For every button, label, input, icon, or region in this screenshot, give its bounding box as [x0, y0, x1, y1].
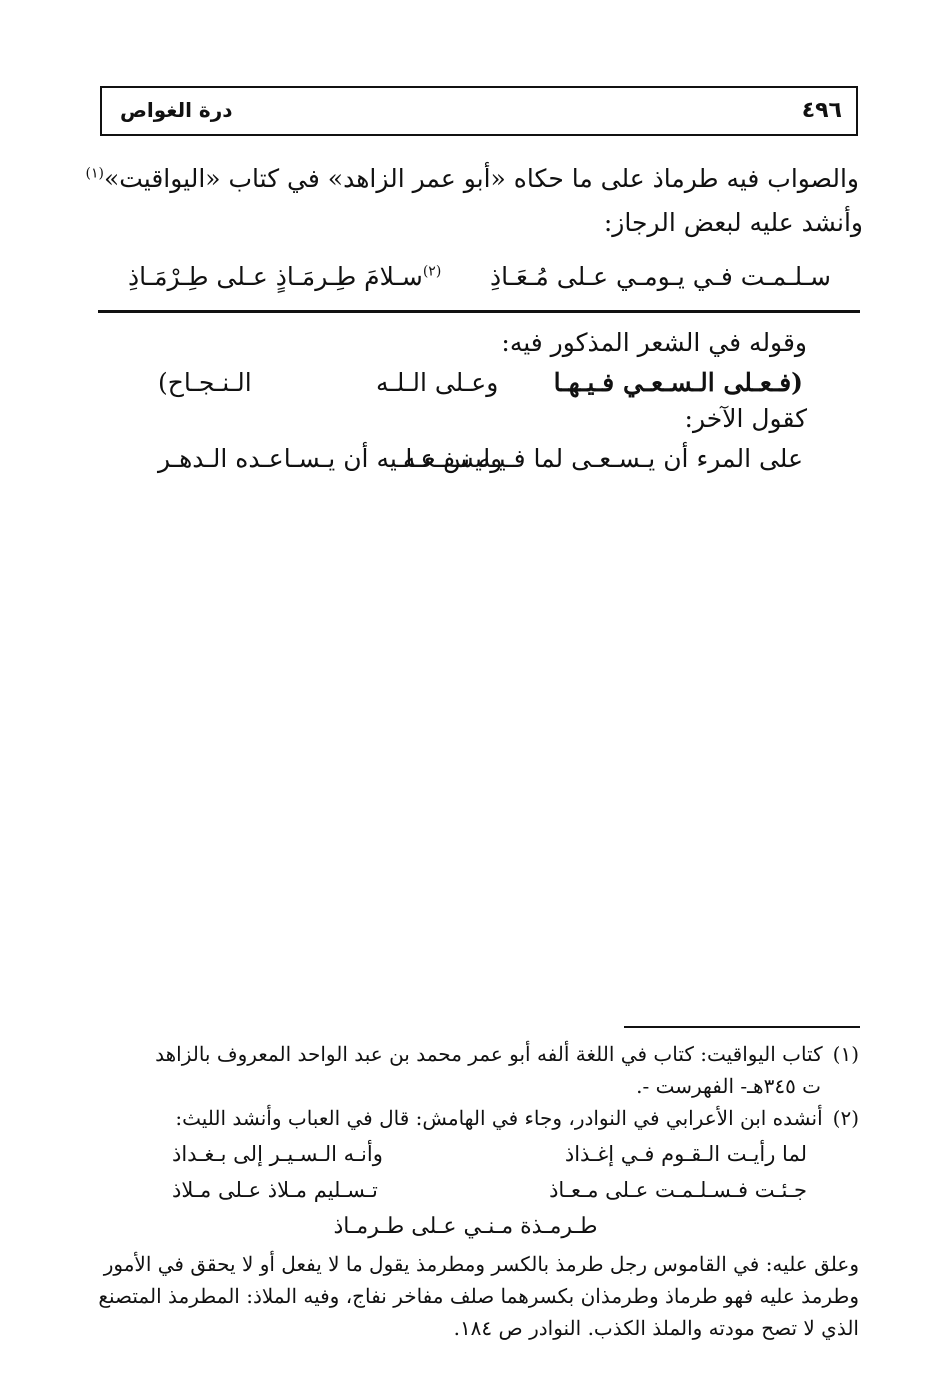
footnote-2-number: (٢): [832, 1106, 859, 1130]
verse-1-second-text: سـلامَ طِـرمَـاذٍ عـلى طِـرْمَـاذِ: [128, 262, 423, 291]
footnote-2-verse-1-first: لما رأيـت الـقـوم فـي إغـذاذ: [564, 1142, 807, 1166]
body-line-1: [85, 164, 859, 194]
verse-2-first-hemistich: [554, 368, 803, 397]
verse-1-second-hemistich: [128, 262, 441, 291]
footnote-2-verse-1-second: وأنـه الـسـيـر إلى بـغـداذ: [172, 1142, 383, 1166]
footnote-2: [175, 1106, 859, 1131]
footnote-1: [155, 1042, 859, 1067]
footnote-2-verse-2-second: تـسـليم مـلاذ عـلى مـلاذ: [172, 1178, 378, 1202]
verse-2-first-text: (فـعـلى الـسـعـي فـيـهـا: [553, 368, 803, 397]
page-number: ٤٩٦: [801, 98, 842, 123]
verse-2-second-hemistich: الـنـجـاح): [158, 368, 252, 397]
verse-3-second-hemistich: وليس عـلـيه أن يـسـاعـده الـدهـر: [158, 444, 503, 473]
footnote-2-line-1: أنشده ابن الأعرابي في النوادر، وجاء في الهامش: قال في العباب وأنشد الليث:: [175, 1106, 823, 1130]
footnote-separator: [624, 1026, 860, 1028]
body-line-2: وأنشد عليه لبعض الرجاز:: [603, 208, 863, 237]
body-line-3: وقوله في الشعر المذكور فيه:: [501, 328, 807, 357]
footnote-1-line-1: كتاب اليواقيت: كتاب في اللغة ألفه أبو عمر محمد بن عبد الواحد المعروف بالزاهد: [155, 1042, 823, 1066]
footnote-2-verse-3: طـرمـذة مـنـي عـلى طـرمـاذ: [333, 1214, 598, 1239]
footnote-2-line-4: الذي لا تصح مودته والملذ الكذب. النوادر ص ١٨٤.: [453, 1316, 859, 1340]
running-title: درة الغواص: [120, 98, 233, 122]
footnote-2-line-3: وطرمذ عليه فهو طرماذ وطرمذان بكسرهما صلف مفاخر نفاج، وفيه الملاذ: المطرمذ المتصنع: [98, 1284, 859, 1308]
footnote-1-line-2: ت ٣٤٥هـ- الفهرست -.: [636, 1074, 821, 1098]
footnote-ref-1: (١): [85, 165, 104, 182]
footnote-2-line-2: وعلق عليه: في القاموس رجل طرمذ بالكسر ومطرمذ يقول ما لا يفعل أو لا يحقق في الأمور: [103, 1252, 859, 1276]
verse-2-middle: وعـلى الـلـه: [376, 368, 499, 397]
page-header: [100, 86, 858, 136]
section-divider: [98, 310, 860, 313]
verse-1-first-hemistich: سـلـمـت فـي يـومـي عـلى مُـعَـاذِ: [489, 262, 831, 291]
body-line-1-text: والصواب فيه طرماذ على ما حكاه «أبو عمر الزاهد» في كتاب «اليواقيت»: [103, 164, 859, 193]
footnote-ref-2: (٢): [422, 263, 442, 280]
body-line-4: كقول الآخر:: [684, 404, 807, 433]
footnote-1-number: (١): [832, 1042, 859, 1066]
verse-3-first-hemistich: على المرء أن يـسـعـى لما فـيـه نـفـعـه: [403, 444, 803, 473]
footnote-2-verse-2-first: جـئـت فـسـلـمـت عـلى مـعـاذ: [549, 1178, 807, 1202]
